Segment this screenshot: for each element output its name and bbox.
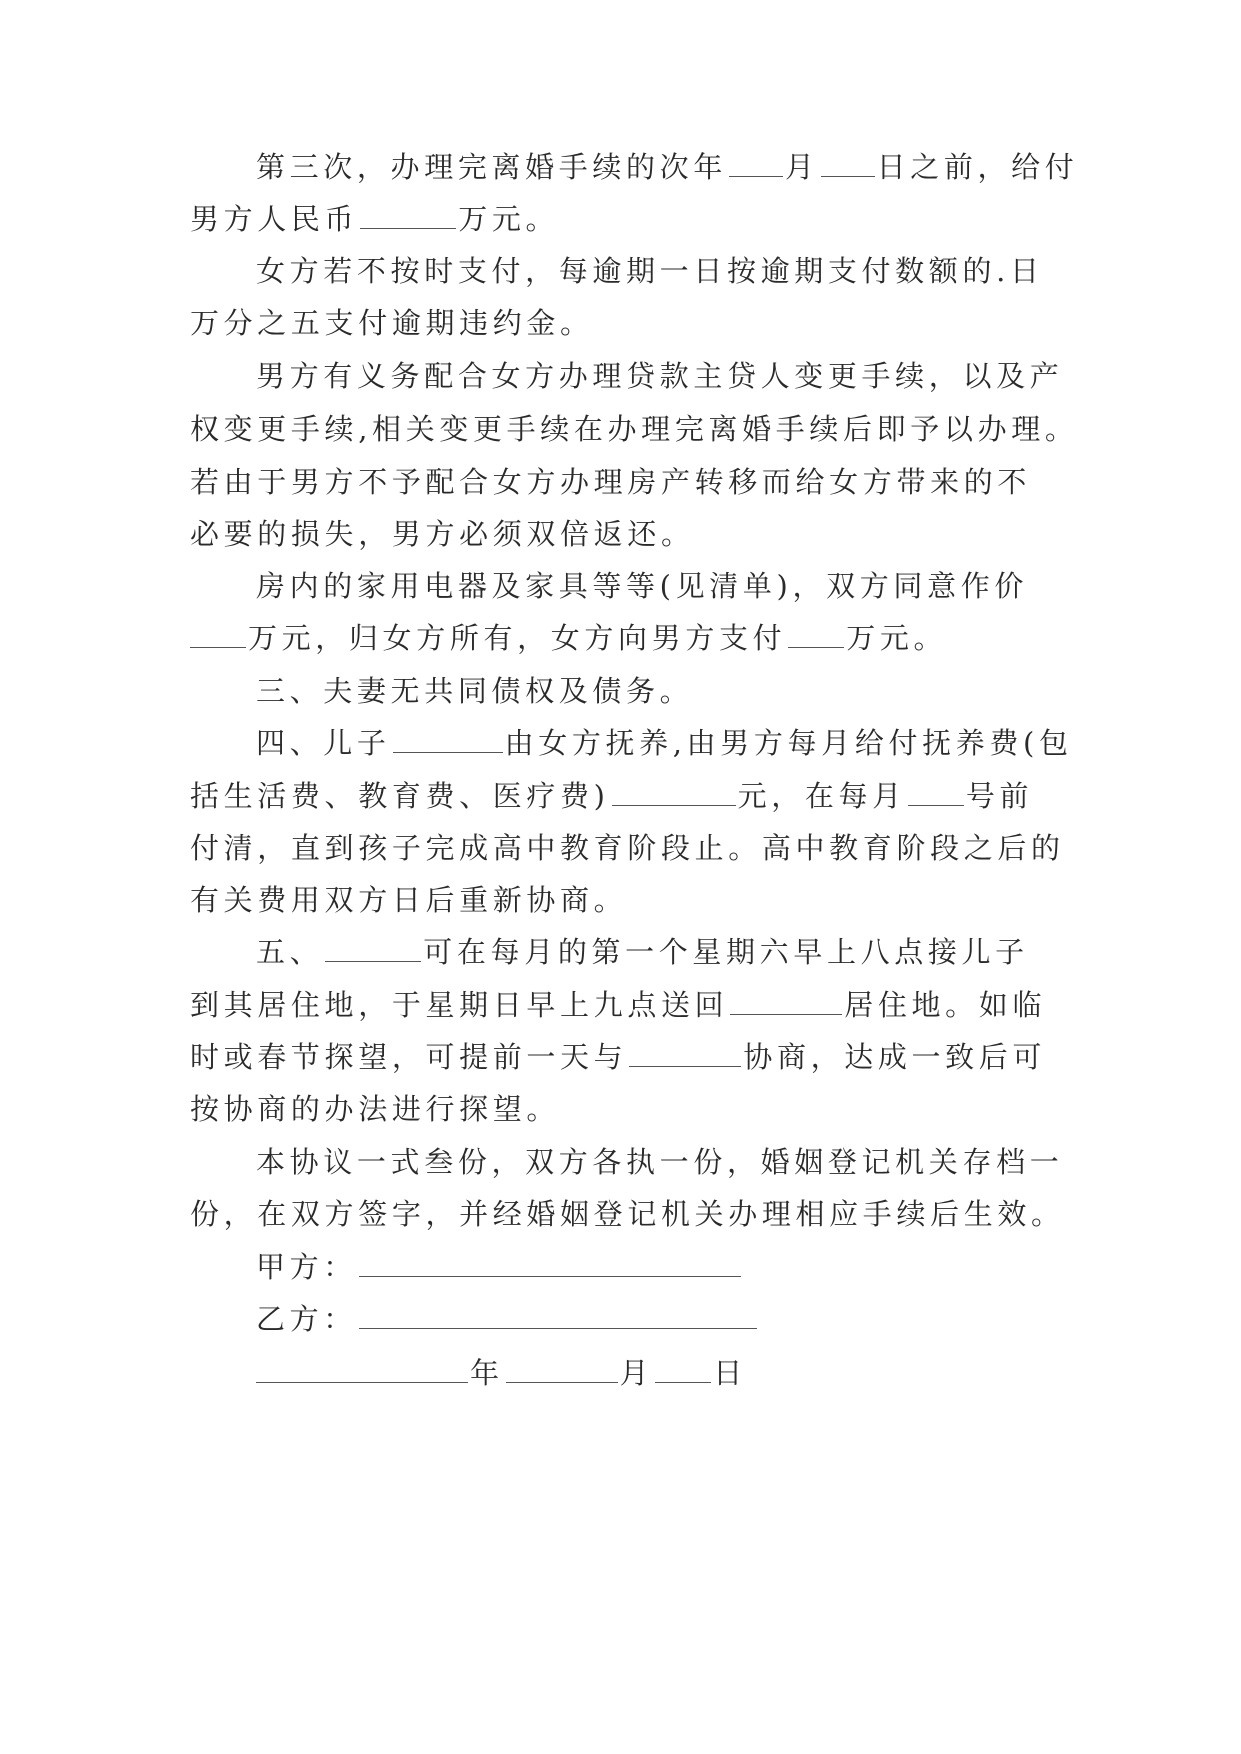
text: 到其居住地，于星期日早上九点送回 [190,988,729,1022]
blank-day [821,175,875,177]
p8-line2: 份，在双方签字，并经婚姻登记机关办理相应手续后生效。 [190,1197,1065,1231]
text: 日之前，给付 [876,150,1079,184]
blank-custodian [730,1013,842,1015]
text: 元，在每月 [737,779,906,813]
p7-line1 [256,932,1029,972]
text: 居住地。如临 [844,988,1047,1022]
text: 可在每月的第一个星期六早上八点接儿子 [423,935,1029,969]
text: 协商，达成一致后可 [743,1040,1047,1074]
year-label: 年 [470,1356,504,1390]
month-label: 月 [619,1356,654,1390]
text: 号前 [965,779,1034,813]
p1-line1 [256,147,1078,187]
party-a-signature-blank [359,1275,741,1277]
p8-line1: 本协议一式叁份，双方各执一份，婚姻登记机关存档一 [256,1145,1064,1179]
p6-line1 [256,723,1073,763]
party-b-signature-line [256,1299,759,1339]
party-b-label: 乙方： [256,1302,357,1336]
p5-line1: 三、夫妻无共同债权及债务。 [256,674,694,708]
p3-line2: 权变更手续,相关变更手续在办理完离婚手续后即予以办理。 [190,412,1079,446]
text: 四、儿子 [256,726,391,760]
party-a-signature-line [256,1247,743,1287]
p4-line1: 房内的家用电器及家具等等(见清单)，双方同意作价 [256,569,1028,603]
p6-line4: 有关费用双方日后重新协商。 [190,883,628,917]
blank-payment [788,646,844,648]
text: 第三次，办理完离婚手续的次年 [256,150,727,184]
text: 万元。 [458,202,560,236]
blank-visitor [325,960,421,962]
p3-line3: 若由于男方不予配合女方办理房产转移而给女方带来的不 [190,465,1032,499]
blank-price [190,646,246,648]
blank-amount [360,227,456,229]
blank-negotiate-with [629,1065,741,1067]
text: 时或春节探望，可提前一天与 [190,1040,628,1074]
text: 由女方抚养,由男方每月给付抚养费(包 [504,726,1073,760]
blank-pay-day [908,804,964,806]
text: 五、 [256,935,324,969]
p6-line3: 付清，直到孩子完成高中教育阶段止。高中教育阶段之后的 [190,831,1065,865]
blank-month [729,175,783,177]
text: 月 [784,150,819,184]
date-line [256,1353,747,1393]
p3-line4: 必要的损失，男方必须双倍返还。 [190,517,695,551]
day-label: 日 [713,1356,747,1390]
p7-line2 [190,985,1046,1025]
p7-line4: 按协商的办法进行探望。 [190,1092,561,1126]
party-b-signature-blank [359,1327,757,1329]
text: 男方人民币 [190,202,359,236]
p2-line1: 女方若不按时支付，每逾期一日按逾期支付数额的.日 [256,254,1044,288]
text: 万元。 [846,621,948,655]
p7-line3 [190,1037,1046,1077]
blank-year [256,1381,468,1383]
p4-line2 [190,618,947,658]
blank-support-amount [612,804,736,806]
blank-month [506,1381,618,1383]
party-a-label: 甲方： [256,1250,357,1284]
text: 万元，归女方所有，女方向男方支付 [248,621,787,655]
text: 括生活费、教育费、医疗费) [190,779,610,813]
p2-line2: 万分之五支付逾期违约金。 [190,306,594,340]
p1-line2 [190,199,559,239]
blank-son-name [393,751,503,753]
p3-line1: 男方有义务配合女方办理贷款主贷人变更手续，以及产 [256,359,1064,393]
p6-line2 [190,776,1033,816]
blank-day [655,1381,711,1383]
